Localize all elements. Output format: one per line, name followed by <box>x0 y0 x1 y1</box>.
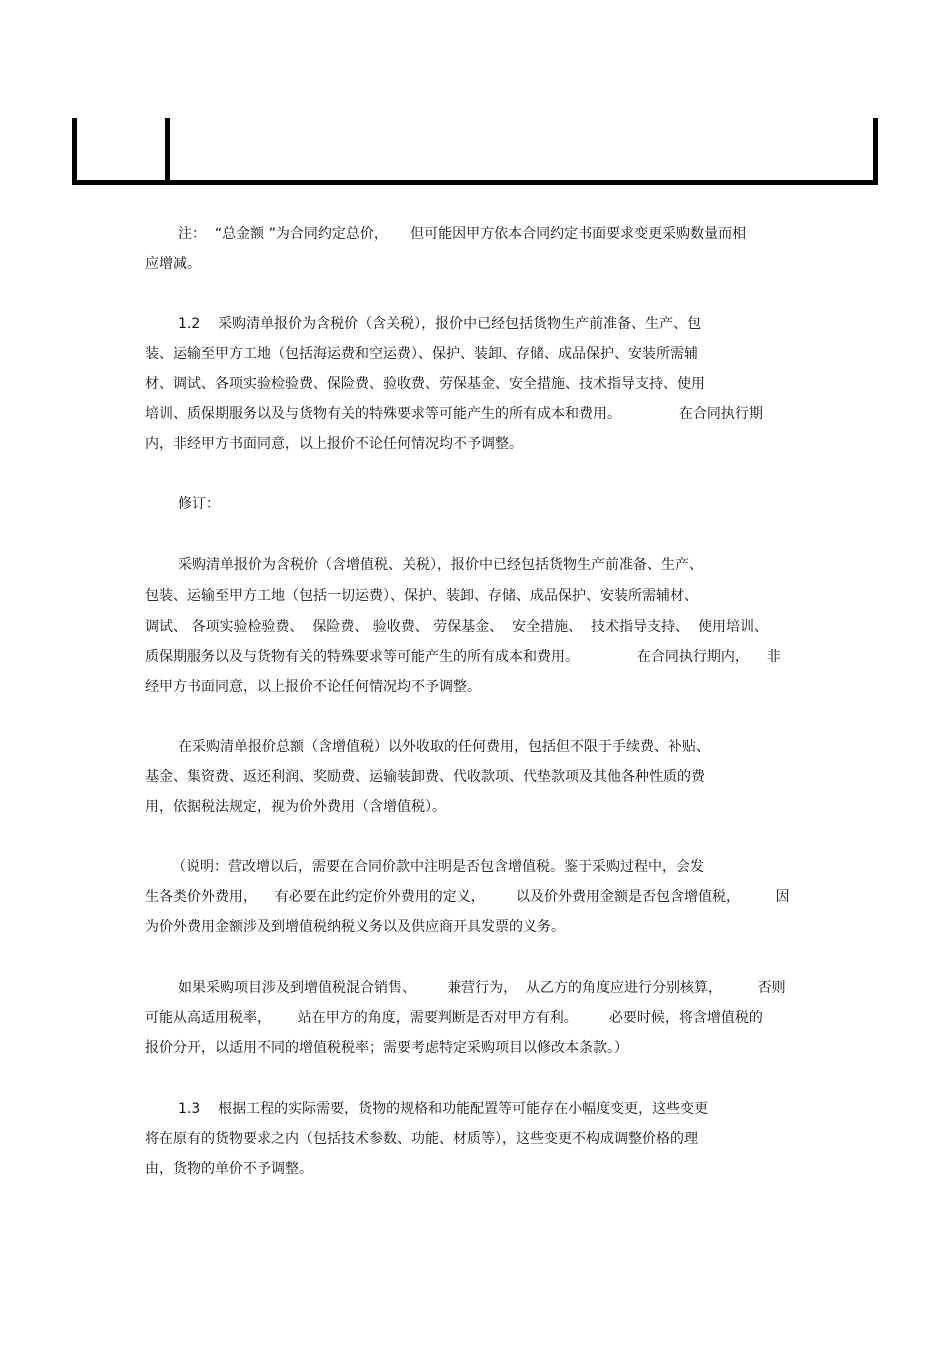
revision-note-line: 报价分开，以适用不同的增值税税率；需要考虑特定采购项目以修改本条款。） <box>145 1040 628 1056</box>
revision-heading: 修订： <box>178 496 220 512</box>
clause-1-2-line: 1.2 采购清单报价为含税价（含关税），报价中已经包括货物生产前准备、生产、包 <box>178 316 702 332</box>
revision-para-line: 基金、集资费、返还利润、奖励费、运输装卸费、代收款项、代垫款项及其他各种性质的费 <box>145 769 705 785</box>
revision-para-line: 包装、运输至甲方工地（包括一切运费）、保护、装卸、存储、成品保护、安装所需辅材、 <box>145 588 698 604</box>
revision-para-line: 采购清单报价为含税价（含增值税、关税），报价中已经包括货物生产前准备、生产、 <box>178 557 703 573</box>
revision-para-line: 质保期服务以及与货物有关的特殊要求等可能产生的所有成本和费用。 在合同执行期内， 非 <box>145 649 781 665</box>
clause-1-3-line: 由，货物的单价不予调整。 <box>145 1161 313 1177</box>
clause-1-2-line: 培训、质保期服务以及与货物有关的特殊要求等可能产生的所有成本和费用。 在合同执行期 <box>145 406 763 422</box>
clause-1-2-line: 装、运输至甲方工地（包括海运费和空运费）、保护、装卸、存储、成品保护、安装所需辅 <box>145 346 698 362</box>
revision-para-line: 用，依据税法规定，视为价外费用（含增值税）。 <box>145 799 446 815</box>
revision-note-line: 为价外费用金额涉及到增值税纳税义务以及供应商开具发票的义务。 <box>145 919 565 935</box>
revision-note-line: 生各类价外费用， 有必要在此约定价外费用的定义， 以及价外费用金额是否包含增值税， 因 <box>145 889 790 905</box>
clause-1-2-line: 内，非经甲方书面同意，以上报价不论任何情况均不予调整。 <box>145 436 523 452</box>
revision-para-line: 调试、 各项实验检验费、 保险费、 验收费、 劳保基金、 安全措施、 技术指导支持、 使用培训、 <box>145 619 768 635</box>
clause-1-2-line: 材、调试、各项实验检验费、保险费、验收费、劳保基金、安全措施、技术指导支持、使用 <box>145 376 705 392</box>
table-column-divider <box>165 118 170 185</box>
clause-1-3-line: 1.3 根据工程的实际需要，货物的规格和功能配置等可能存在小幅度变更，这些变更 <box>178 1101 709 1117</box>
table-bottom-border <box>72 180 878 185</box>
table-left-border <box>72 118 77 185</box>
revision-note-line: （说明：营改增以后，需要在合同价款中注明是否包含增值税。鉴于采购过程中，会发 <box>172 859 704 875</box>
clause-1-3-line: 将在原有的货物要求之内（包括技术参数、功能、材质等），这些变更不构成调整价格的理 <box>145 1131 698 1147</box>
revision-para-line: 在采购清单报价总额（含增值税）以外收取的任何费用，包括但不限于手续费、补贴、 <box>178 739 710 755</box>
revision-note-line: 如果采购项目涉及到增值税混合销售、 兼营行为， 从乙方的角度应进行分别核算， 否则 <box>178 980 786 996</box>
note-line: 注： “总金额 ”为合同约定总价， 但可能因甲方依本合同约定书面要求变更采购数量而相 <box>178 226 747 242</box>
revision-para-line: 经甲方书面同意，以上报价不论任何情况均不予调整。 <box>145 679 481 695</box>
revision-note-line: 可能从高适用税率， 站在甲方的角度，需要判断是否对甲方有利。 必要时候，将含增值税的 <box>145 1010 763 1026</box>
table-right-border <box>873 118 878 185</box>
note-line: 应增减。 <box>145 256 201 272</box>
